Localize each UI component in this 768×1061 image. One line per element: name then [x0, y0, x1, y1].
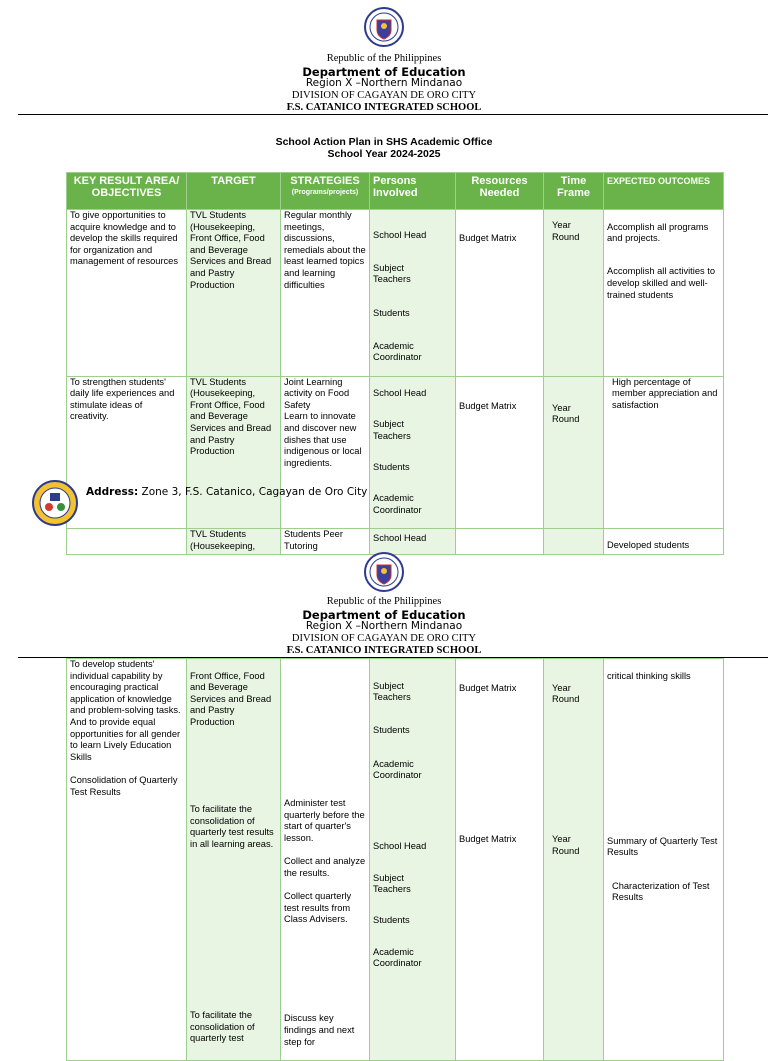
outcome-item: Accomplish all activities to develop skilled and well-trained students [607, 266, 715, 300]
target-cell: TVL Students (Housekeeping, [187, 529, 281, 555]
target-cell: TVL Students (Housekeeping, Front Office, Food and Beverage Services and Bread and Pastry Production [187, 376, 281, 529]
outcomes-cell [604, 659, 724, 1061]
action-plan-table-continued [66, 658, 724, 1061]
resource-item: Budget Matrix [459, 682, 517, 693]
time-cell: Year Round [544, 210, 604, 377]
person-item: Academic Coordinator [373, 493, 422, 515]
persons-cell [370, 659, 456, 1061]
person-item: Students [373, 307, 410, 318]
col-strategies [281, 173, 370, 210]
time-cell [544, 659, 604, 1061]
outcome-item: Accomplish all programs and projects. [607, 221, 709, 244]
region-line: Region X –Northern Mindanao [305, 620, 463, 632]
document-subtitle: School Year 2024-2025 [327, 148, 441, 160]
col-strategies-sub: (Programs/projects) [291, 189, 359, 196]
time-cell [544, 529, 604, 555]
resources-cell: Budget Matrix [456, 376, 544, 529]
deped-seal-icon [364, 550, 404, 594]
person-item: Subject Teachers [373, 872, 411, 895]
region-line: Region X –Northern Mindanao [305, 77, 463, 89]
table-row [67, 376, 724, 529]
person-item: School Head [373, 229, 427, 240]
person-item: School Head [373, 841, 427, 852]
header-divider [18, 114, 768, 115]
outcome-item: Characterization of Test Results [612, 880, 710, 903]
resources-cell: Budget Matrix [456, 210, 544, 377]
division-line: DIVISION OF CAGAYAN DE ORO CITY [291, 90, 477, 101]
resources-cell [456, 529, 544, 555]
objective-cell: To strengthen students' daily life experiences and stimulate ideas of creativity. [67, 376, 187, 529]
person-item: Academic Coordinator [373, 946, 422, 969]
strategies-cell: Joint Learning activity on Food Safety Learn to innovate and discover new dishes that use indigenous or local ingredients. [281, 376, 370, 529]
address-label: Address: [86, 486, 139, 498]
time-item: Year Round [552, 834, 580, 856]
target-item: Front Office, Food and Beverage Services and Bread and Pastry Production [190, 670, 272, 727]
outcome-item: critical thinking skills [607, 670, 691, 681]
strategies-cell [281, 659, 370, 1061]
outcomes-cell [604, 210, 724, 377]
table-row [67, 659, 724, 1061]
strategies-cell: Regular monthly meetings, discussions, remedials about the least learned topics and learning difficulties [281, 210, 370, 377]
person-item: Subject Teachers [373, 680, 411, 703]
republic-line: Republic of the Philippines [326, 53, 442, 64]
outcome-item: Summary of Quarterly Test Results [607, 835, 718, 858]
col-time-frame: Time Frame [544, 173, 604, 210]
objective-cell [67, 529, 187, 555]
persons-cell [370, 376, 456, 529]
person-item: Students [373, 462, 410, 473]
col-target: TARGET [187, 173, 281, 210]
target-cell: TVL Students (Housekeeping, Front Office, Food and Beverage Services and Bread and Pastry Production [187, 210, 281, 377]
objective-cell: To develop students' individual capability by encouraging practical application of knowledge and problem-solving tasks. And to provide equal opportunities for all gender to learn Lively Education Skills Consolidation of Quarterly Test Results [67, 659, 187, 1061]
table-header-row [67, 173, 724, 210]
division-line: DIVISION OF CAGAYAN DE ORO CITY [291, 633, 477, 644]
person-item: Students [373, 915, 410, 926]
time-cell: Year Round [544, 376, 604, 529]
target-item: To facilitate the consolidation of quarterly test results in all learning areas. [190, 804, 274, 849]
table-row [67, 210, 724, 377]
person-item: Academic Coordinator [373, 758, 422, 781]
col-resources: Resources Needed [456, 173, 544, 210]
target-cell [187, 659, 281, 1061]
school-line: F.S. CATANICO INTEGRATED SCHOOL [286, 645, 482, 656]
col-strategies-label: STRATEGIES [290, 175, 360, 187]
person-item: Subject Teachers [373, 262, 411, 285]
resource-item: Budget Matrix [459, 833, 517, 844]
department-line: Department of Education [302, 65, 466, 79]
target-item: To facilitate the consolidation of quarterly test [190, 1010, 255, 1044]
deped-seal-icon [364, 5, 404, 49]
address-line [86, 486, 367, 498]
person-item: Students [373, 725, 410, 736]
outcomes-cell: Developed students [604, 529, 724, 555]
persons-cell [370, 210, 456, 377]
outcomes-cell: High percentage of member appreciation and satisfaction [604, 376, 724, 529]
time-item: Year Round [552, 682, 580, 705]
strategy-item: Administer test quarterly before the start of quarter's lesson. Collect and analyze the results. Collect quarterly test results from Class Advisers. [284, 798, 366, 925]
col-persons: Persons Involved [370, 173, 456, 210]
col-outcomes: EXPECTED OUTCOMES [604, 173, 724, 210]
strategies-cell: Students Peer Tutoring [281, 529, 370, 555]
person-item: Academic Coordinator [373, 340, 422, 363]
document-title: School Action Plan in SHS Academic Office [275, 136, 493, 148]
strategy-item: Discuss key findings and next step for [284, 1013, 355, 1047]
col-key-result: KEY RESULT AREA/ OBJECTIVES [67, 173, 187, 210]
person-item: Subject Teachers [373, 419, 411, 441]
school-line: F.S. CATANICO INTEGRATED SCHOOL [286, 102, 482, 113]
department-line: Department of Education [302, 608, 466, 622]
resources-cell [456, 659, 544, 1061]
address-value: Zone 3, F.S. Catanico, Cagayan de Oro City [141, 486, 368, 498]
school-logo-icon [32, 480, 78, 526]
person-item: School Head [373, 388, 427, 399]
objective-cell: To give opportunities to acquire knowledge and to develop the skills required for organization and management of resources [67, 210, 187, 377]
persons-cell: School Head [370, 529, 456, 555]
republic-line: Republic of the Philippines [326, 596, 442, 607]
